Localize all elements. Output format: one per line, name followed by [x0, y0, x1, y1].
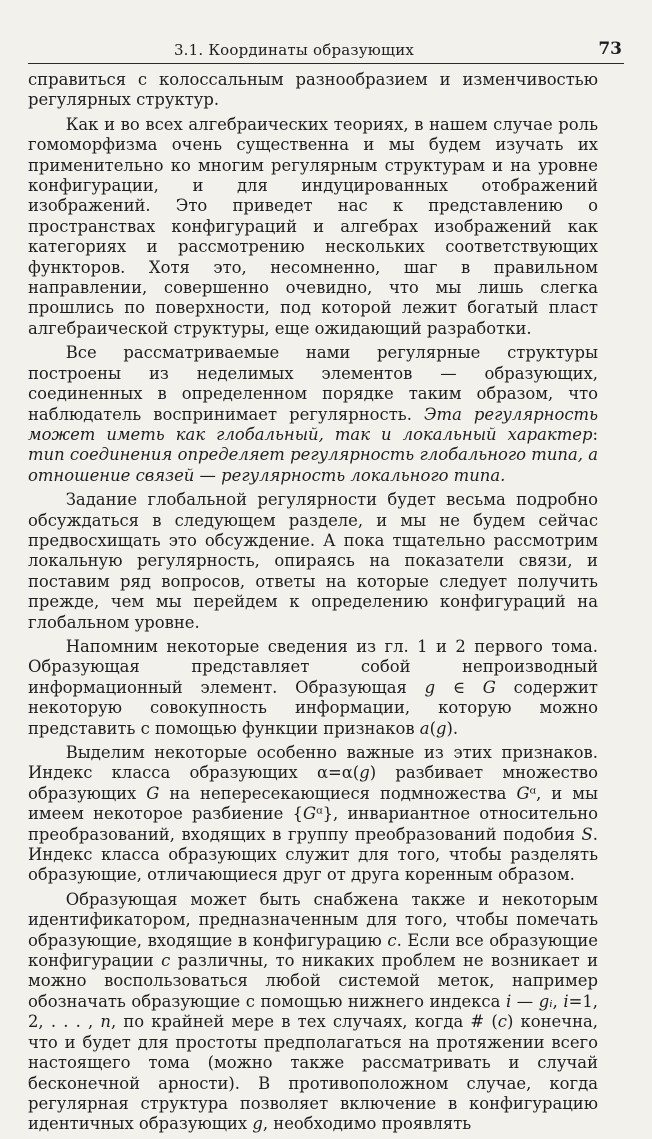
- text-run: различны, то никаких проблем не возникает и можно воспользоваться любой системой меток, например обозначать образующие с помощью нижнего индекса: [28, 951, 598, 1011]
- italic-text: c: [161, 951, 171, 971]
- italic-text: g: [435, 718, 447, 738]
- paragraph: [28, 890, 598, 1135]
- italic-text: g: [424, 677, 436, 697]
- page-header: [28, 37, 624, 64]
- text-run: ) конечна, что и будет для простоты предполагаться на протяжении всего настоящего тома (можно также рассматривать и случай бесконечной арности). В противоположном случае, когда регулярная структура позволяет включение в конфигурацию идентичных образующих: [28, 1012, 598, 1134]
- italic-text: G: [302, 804, 317, 824]
- text-run: . Индекс класса образующих служит для того, чтобы разделять образующие, отличающиеся друг от друга коренным образом.: [28, 824, 598, 885]
- text-run: Образующая может быть снабжена также и некоторым идентификатором, предназначенным для того, чтобы помечать образующие, входящие в конфигурацию: [28, 889, 598, 950]
- italic-text: Эта регулярность может иметь как глобальный, так и локальный характер: [28, 404, 598, 444]
- body-text: [28, 70, 598, 1139]
- text-run: ᵅ}, инвариантное относительно преобразований, входящих в группу преобразований подобия: [28, 804, 598, 844]
- text-run: =1, 2, . . . ,: [28, 991, 599, 1032]
- paragraph: [28, 115, 598, 339]
- italic-text: S: [581, 824, 593, 844]
- paragraph: [28, 743, 598, 886]
- italic-text: a: [419, 718, 430, 738]
- text-run: справиться с колоссальным разнообразием и изменчивостью регулярных структур.: [28, 70, 598, 110]
- text-run: Как и во всех алгебраических теориях, в нашем случае роль гомоморфизма очень существенна и мы будем изучать их применительно ко многим регулярным структурам и на уровне конфигурации, и для индуцированных отображений изображений. Это приведет нас к представлению о пространствах конфигураций и алгебрах изображений как категориях и рассмотрению нескольких соответствующих функторов. Хотя это, несомненно, шаг в правильном направлении, совершенно очевидно, что мы лишь слегка прошлись по поверхности, под которой лежит богатый пласт алгебраической структуры, еще ожидающий разработки.: [28, 114, 598, 338]
- text-run: :: [592, 424, 598, 444]
- italic-text: gᵢ: [538, 991, 553, 1011]
- paragraph: [28, 343, 598, 486]
- italic-text: g: [252, 1114, 263, 1134]
- text-run: , по крайней мере в тех случаях, когда # (: [110, 1012, 498, 1032]
- page-number: 73: [598, 39, 622, 59]
- text-run: (: [429, 718, 436, 738]
- italic-text: G: [146, 783, 160, 803]
- paragraph: [28, 70, 598, 111]
- italic-text: i: [505, 991, 512, 1011]
- italic-text: g: [359, 763, 370, 783]
- text-run: . Если все образующие конфигурации: [28, 930, 598, 971]
- italic-text: тип соединения определяет регулярность глобального типа, а отношение связей — регулярность локального типа.: [28, 445, 598, 485]
- running-head: 3.1. Координаты образующих: [173, 41, 415, 59]
- paragraph: [28, 637, 598, 739]
- text-run: Выделим некоторые особенно важные из этих признаков. Индекс класса образующих α=α(: [28, 743, 598, 783]
- text-run: Все рассматриваемые нами регулярные структуры построены из неделимых элементов — образующих, соединенных в определенном порядке таким образом, что наблюдатель воспринимает регулярность.: [28, 343, 598, 424]
- text-run: Задание глобальной регулярности будет весьма подробно обсуждаться в следующем разделе, и мы не будем сейчас предвосхищать это обсуждение. А пока тщательно рассмотрим локальную регулярность, опираясь на показатели связи, и поставим ряд вопросов, ответы на которые следует получить прежде, чем мы перейдем к определению конфигураций на глобальном уровне.: [28, 490, 598, 632]
- italic-text: n: [100, 1012, 111, 1032]
- text-run: Напомним некоторые сведения из гл. 1 и 2 первого тома. Образующая представляет собой непроизводный информационный элемент. Образующая: [28, 636, 598, 697]
- text-run: ,: [552, 991, 564, 1011]
- text-run: на непересекающиеся подмножества: [159, 783, 517, 803]
- text-run: , необходимо проявлять: [262, 1114, 472, 1134]
- text-run: ∈: [435, 677, 483, 697]
- text-run: ᵅ, и мы имеем некоторое разбиение {: [28, 783, 598, 824]
- italic-text: c: [497, 1012, 507, 1032]
- text-run: содержит некоторую совокупность информации, которую можно представить с помощью функции признаков: [28, 677, 598, 738]
- italic-text: c: [387, 930, 397, 950]
- italic-text: G: [516, 783, 530, 803]
- paragraph: [28, 490, 598, 633]
- italic-text: i: [563, 991, 569, 1011]
- text-run: —: [511, 991, 539, 1011]
- italic-text: G: [482, 677, 496, 697]
- text-run: ).: [446, 718, 459, 738]
- text-run: ) разбивает множество образующих: [28, 763, 598, 803]
